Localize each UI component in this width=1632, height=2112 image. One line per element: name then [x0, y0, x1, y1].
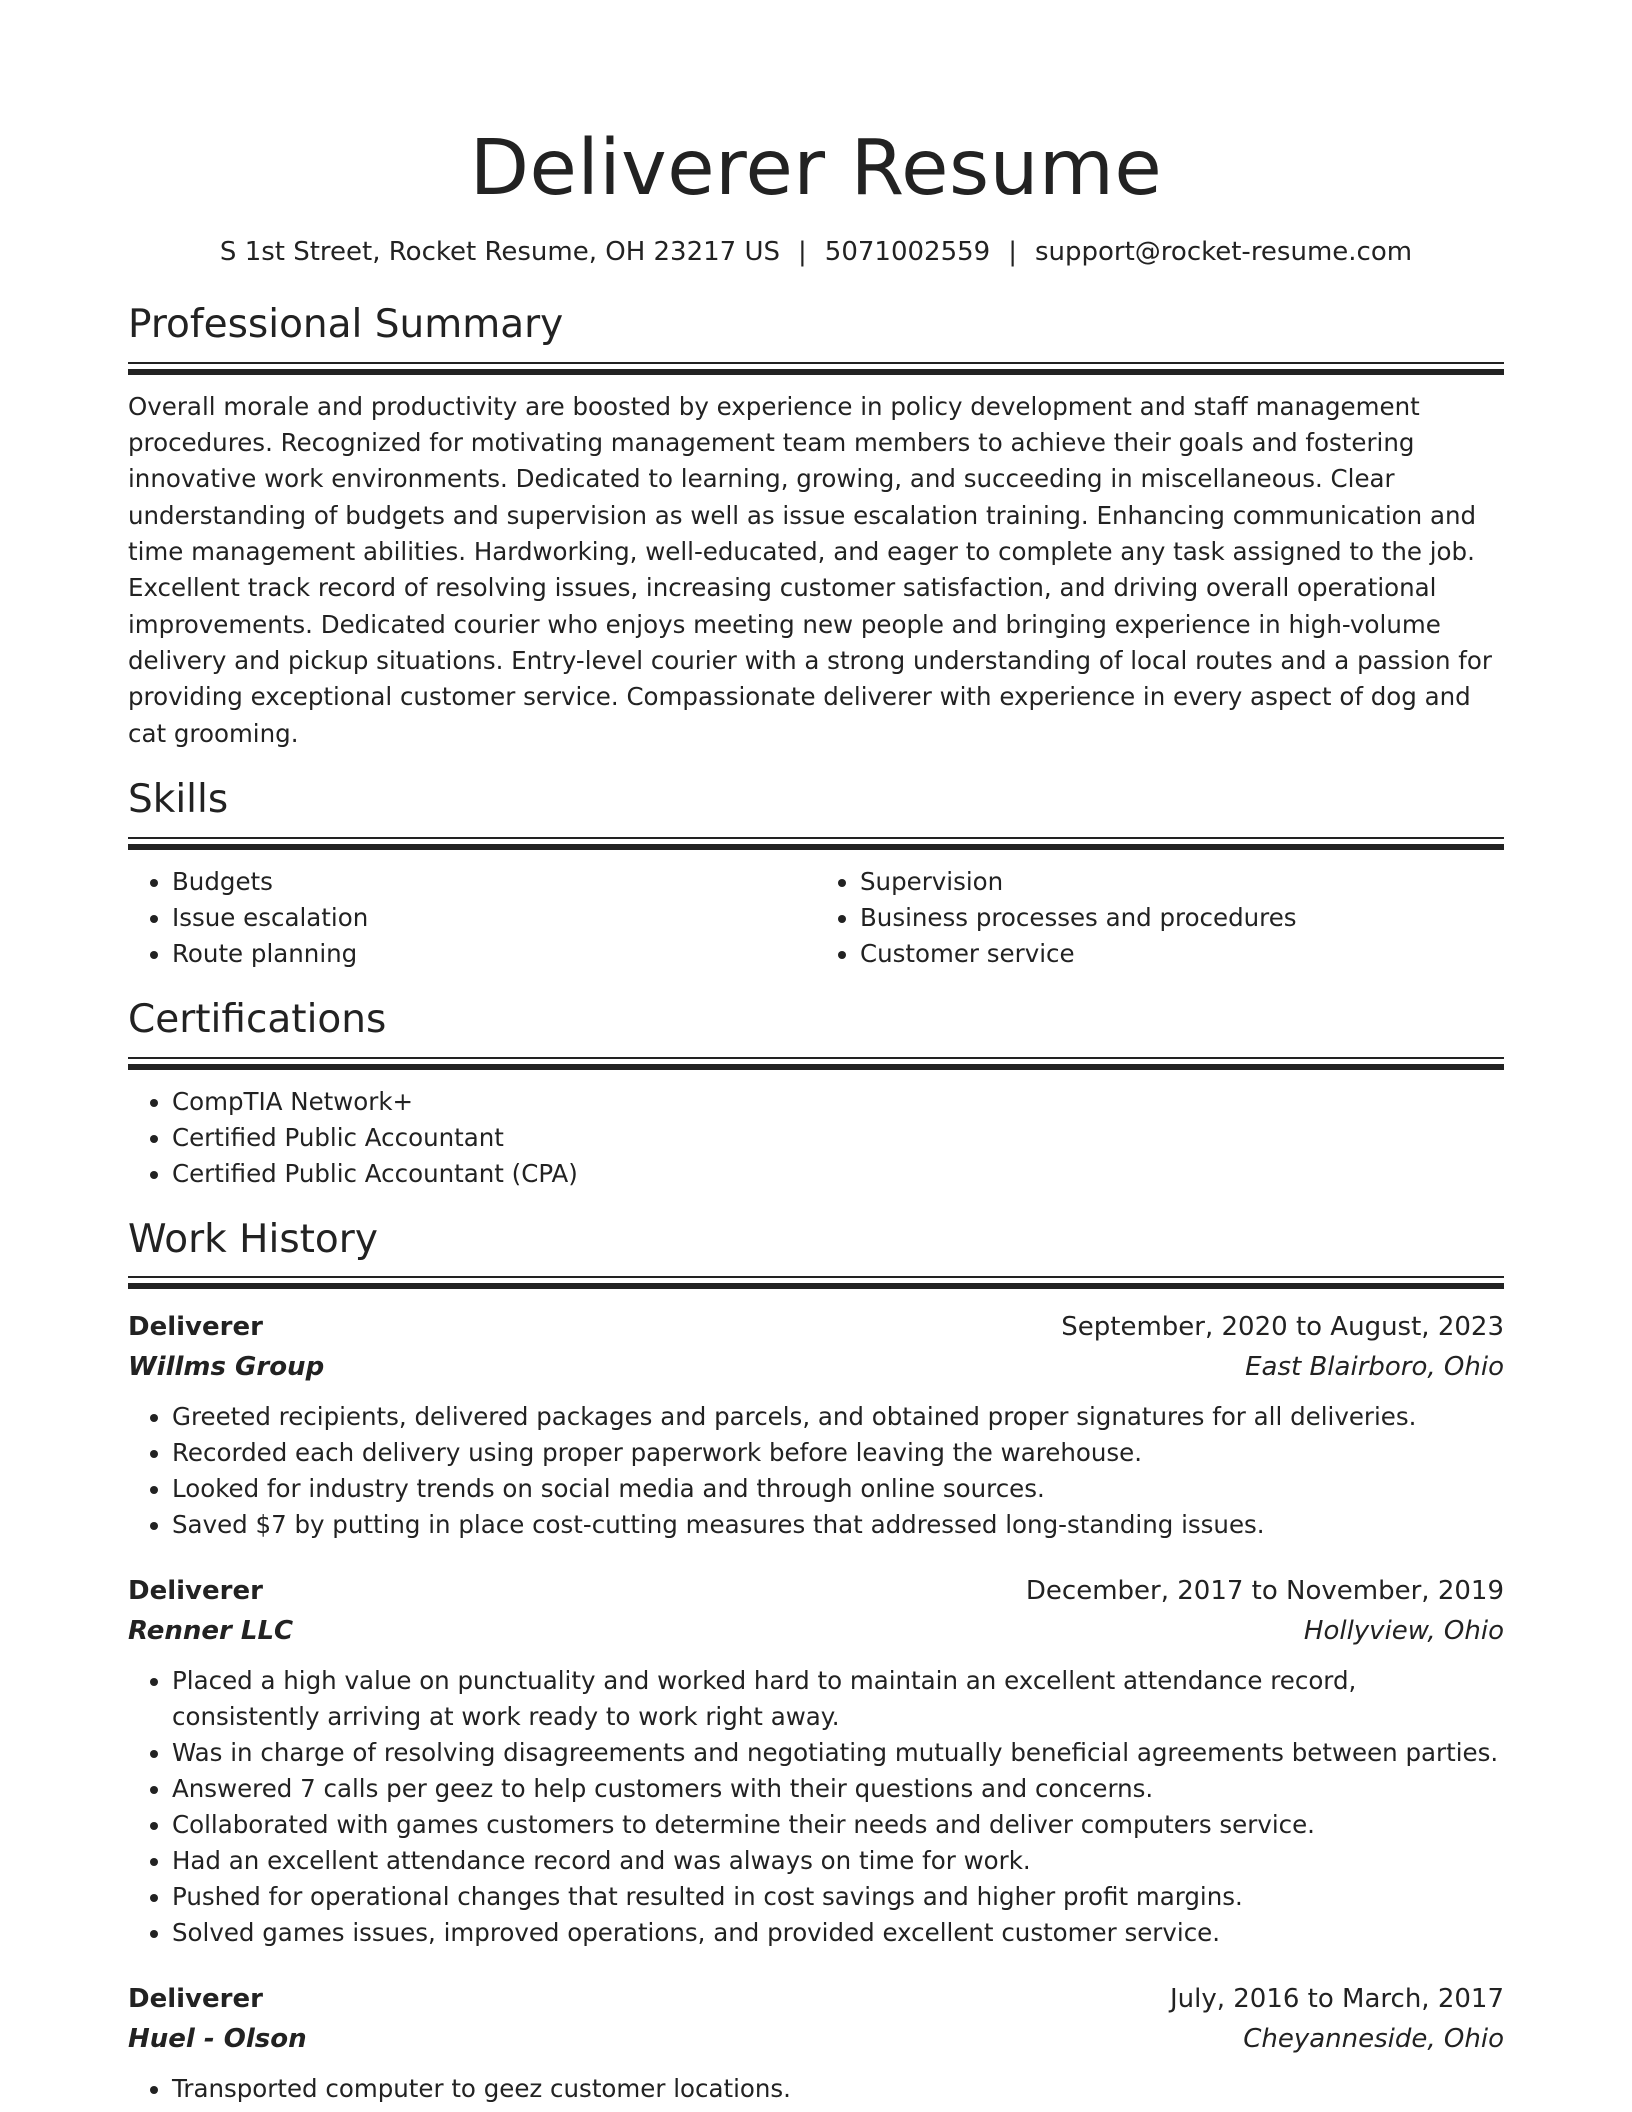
section-title-skills: Skills [128, 776, 229, 822]
section-title-work-history: Work History [128, 1216, 378, 1262]
section-divider [128, 1276, 1504, 1289]
certification-item: • Certified Public Accountant [172, 1120, 1504, 1156]
job-bullet: • Collaborated with games customers to determine their needs and deliver computers service. [172, 1807, 1504, 1843]
skill-item: • Customer service [860, 936, 1504, 972]
skills-columns [128, 864, 1504, 972]
contact-separator: | [798, 237, 807, 267]
summary-text: Overall morale and productivity are boosted by experience in policy development and staff management procedures. Recognized for motivating management team members to achieve their goals and fostering innovative work environments. Dedicated to learning, growing, and succeeding in miscellaneous. Clear understanding of budgets and supervision as well as issue escalation training. Enhancing communication and time management abilities. Hardworking, well-educated, and eager to complete any task assigned to the job. Excellent track record of resolving issues, increasing customer satisfaction, and driving overall operational improvements. Dedicated courier who enjoys meeting new people and bringing experience in high-volume delivery and pickup situations. Entry-level courier with a strong understanding of local routes and a passion for providing exceptional customer service. Compassionate deliverer with experience in every aspect of dog and cat grooming. [128, 391, 1492, 748]
skill-item: • Budgets [172, 864, 816, 900]
section-divider [128, 837, 1504, 850]
job-location: Hollyview, Ohio [1303, 1616, 1504, 1647]
certification-item: • Certified Public Accountant (CPA) [172, 1156, 1504, 1192]
job-bullet: • Solved games issues, improved operations, and provided excellent customer service. [172, 1915, 1504, 1951]
job-bullet: • Saved $7 by putting in place cost-cutting measures that addressed long-standing issues. [172, 1507, 1504, 1543]
job-bullets [128, 2071, 1504, 2107]
job-entry [128, 1979, 1504, 2107]
contact-email: support@rocket-resume.com [1034, 237, 1413, 267]
job-company: Renner LLC [128, 1616, 294, 1647]
job-company-row [128, 2019, 1504, 2059]
work-history-section [128, 1218, 1504, 2108]
job-bullets [128, 1399, 1504, 1543]
resume-title: Deliverer Resume [469, 124, 1163, 213]
job-title: Deliverer [128, 1984, 263, 2015]
job-bullet: • Recorded each delivery using proper paperwork before leaving the warehouse. [172, 1435, 1504, 1471]
job-entry [128, 1307, 1504, 1543]
job-dates: July, 2016 to March, 2017 [1169, 1984, 1504, 2015]
skills-section [128, 778, 1504, 972]
job-location: Cheyanneside, Ohio [1243, 2024, 1504, 2055]
certifications-section [128, 998, 1504, 1192]
job-title: Deliverer [128, 1576, 263, 1607]
skill-item: • Issue escalation [172, 900, 816, 936]
section-title-certifications: Certifications [128, 996, 387, 1042]
contact-line [128, 237, 1504, 267]
job-bullet: • Looked for industry trends on social media and through online sources. [172, 1471, 1504, 1507]
section-title-summary: Professional Summary [128, 302, 564, 347]
job-company: Huel - Olson [128, 2024, 307, 2055]
skills-list-left [128, 864, 816, 972]
job-header-row [128, 1979, 1504, 2019]
job-entry [128, 1571, 1504, 1951]
job-title: Deliverer [128, 1312, 263, 1343]
job-bullet: • Greeted recipients, delivered packages and parcels, and obtained proper signatures for all deliveries. [172, 1399, 1504, 1435]
job-company-row [128, 1347, 1504, 1387]
skill-item: • Supervision [860, 864, 1504, 900]
skill-item: • Business processes and procedures [860, 900, 1504, 936]
job-bullets [128, 1663, 1504, 1951]
skill-item: • Route planning [172, 936, 816, 972]
contact-address: S 1st Street, Rocket Resume, OH 23217 US [219, 237, 781, 267]
job-bullet: • Transported computer to geez customer locations. [172, 2071, 1504, 2107]
certification-item: • CompTIA Network+ [172, 1084, 1504, 1120]
job-dates: September, 2020 to August, 2023 [1061, 1312, 1504, 1343]
skills-list-right [816, 864, 1504, 972]
job-bullet: • Had an excellent attendance record and was always on time for work. [172, 1843, 1504, 1879]
job-header-row [128, 1571, 1504, 1611]
job-location: East Blairboro, Ohio [1245, 1352, 1504, 1383]
job-dates: December, 2017 to November, 2019 [1025, 1576, 1504, 1607]
section-divider [128, 362, 1504, 375]
job-bullet: • Was in charge of resolving disagreements and negotiating mutually beneficial agreements between parties. [172, 1735, 1504, 1771]
section-divider [128, 1057, 1504, 1070]
job-bullet: • Answered 7 calls per geez to help customers with their questions and concerns. [172, 1771, 1504, 1807]
contact-separator: | [1008, 237, 1017, 267]
job-bullet: • Pushed for operational changes that resulted in cost savings and higher profit margins. [172, 1879, 1504, 1915]
job-company: Willms Group [128, 1352, 325, 1383]
contact-phone: 5071002559 [824, 237, 991, 267]
job-company-row [128, 1611, 1504, 1651]
summary-section [128, 303, 1504, 752]
job-header-row [128, 1307, 1504, 1347]
certifications-list [128, 1084, 1504, 1192]
job-bullet: • Placed a high value on punctuality and worked hard to maintain an excellent attendance record, consistently arriving at work ready to work right away. [172, 1663, 1504, 1735]
